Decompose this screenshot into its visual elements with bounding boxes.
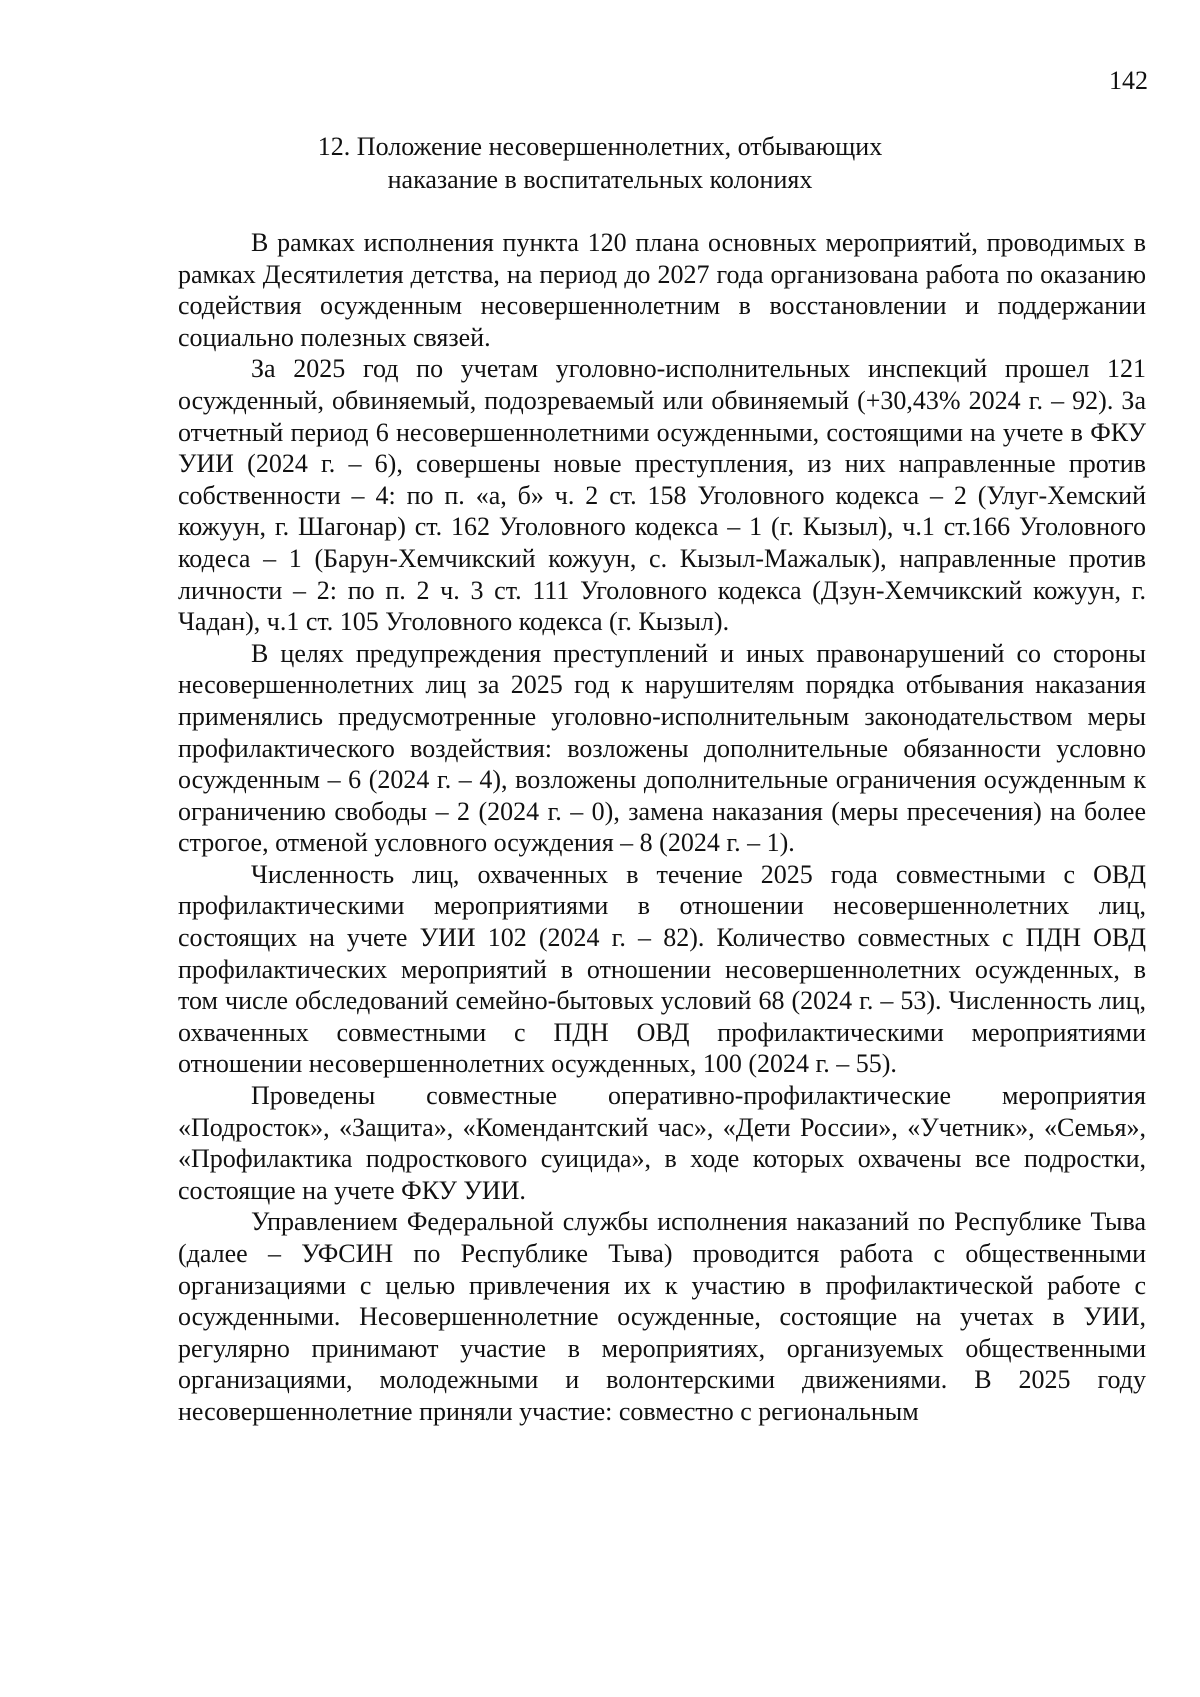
paragraph-2: За 2025 год по учетам уголовно-исполнительных инспекций прошел 121 осужденный, обвиняемый, подозреваемый или обвиняемый (+30,43% 2024 г. – 92). За отчетный период 6 несовершеннолетними осужденными, состоящими на учете в ФКУ УИИ (2024 г. – 6), совершены новые преступления, из них направленные против собственности – 4: по п. «а, б» ч. 2 ст. 158 Уголовного кодекса – 2 (Улуг-Хемский кожуун, г. Шагонар) ст. 162 Уголовного кодекса – 1 (г. Кызыл), ч.1 ст.166 Уголовного кодеса – 1 (Барун-Хемчикский кожуун, с. Кызыл-Мажалык), направленные против личности – 2: по п. 2 ч. 3 ст. 111 Уголовного кодекса (Дзун-Хемчикский кожуун, г. Чадан), ч.1 ст. 105 Уголовного кодекса (г. Кызыл).: [178, 354, 1146, 637]
paragraph-4: Численность лиц, охваченных в течение 2025 года совместными с ОВД профилактическими мероприятиями в отношении несовершеннолетних лиц, состоящих на учете УИИ 102 (2024 г. – 82). Количество совместных с ПДН ОВД профилактических мероприятий в отношении несовершеннолетних осужденных, в том числе обследований семейно-бытовых условий 68 (2024 г. – 53). Численность лиц, охваченных совместными с ПДН ОВД профилактическими мероприятиями отношении несовершеннолетних осужденных, 100 (2024 г. – 55).: [178, 859, 1146, 1079]
paragraph-6: Управлением Федеральной службы исполнения наказаний по Республике Тыва (далее – УФСИН по Республике Тыва) проводится работа с общественными организациями с целью привлечения их к участию в профилактической работе с осужденными. Несовершеннолетние осужденные, состоящие на учетах в УИИ, регулярно принимают участие в мероприятиях, организуемых общественными организациями, молодежными и волонтерскими движениями. В 2025 году несовершеннолетние приняли участие: совместно с региональным: [178, 1207, 1146, 1426]
paragraph-1: В рамках исполнения пункта 120 плана основных мероприятий, проводимых в рамках Десятилетия детства, на период до 2027 года организована работа по оказанию содействия осужденным несовершеннолетним в восстановлении и поддержании социально полезных связей.: [178, 228, 1146, 352]
paragraph-3: В целях предупреждения преступлений и иных правонарушений со стороны несовершеннолетних лиц за 2025 год к нарушителям порядка отбывания наказания применялись предусмотренные уголовно-исполнительным законодательством меры профилактического воздействия: возложены дополнительные обязанности условно осужденным – 6 (2024 г. – 4), возложены дополнительные ограничения осужденным к ограничению свободы – 2 (2024 г. – 0), замена наказания (меры пресечения) на более строгое, отменой условного осуждения – 8 (2024 г. – 1).: [178, 638, 1146, 858]
section-title-line-1: 12. Положение несовершеннолетних, отбывающих: [317, 132, 883, 161]
page-number: 142: [1109, 66, 1148, 95]
section-title: [180, 130, 1020, 196]
paragraph-5: Проведены совместные оперативно-профилактические мероприятия «Подросток», «Защита», «Комендантский час», «Дети России», «Учетник», «Семья», «Профилактика подросткового суицида», в ходе которых охвачены все подростки, состоящие на учете ФКУ УИИ.: [178, 1081, 1146, 1205]
section-title-line-2: наказание в воспитательных колониях: [387, 165, 813, 194]
body-text: [178, 227, 1146, 1428]
